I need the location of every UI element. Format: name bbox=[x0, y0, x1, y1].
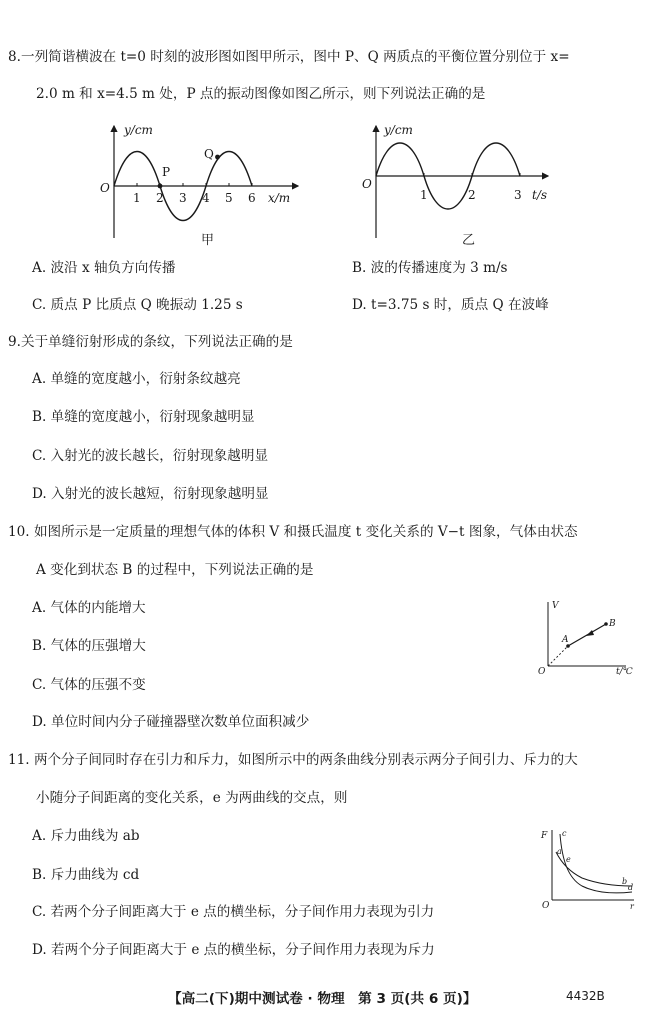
q8b-tick-3: 3 bbox=[514, 188, 522, 202]
q9-option-a: A. 单缝的宽度越小，衍射条纹越亮 bbox=[32, 371, 241, 387]
q10-option-a: A. 气体的内能增大 bbox=[32, 600, 146, 616]
q8-option-a: A. 波沿 x 轴负方向传播 bbox=[32, 260, 176, 276]
q9-option-c: C. 入射光的波长越长，衍射现象越明显 bbox=[32, 448, 269, 464]
q10-vt-figure bbox=[534, 596, 634, 681]
q8a-tick-5: 5 bbox=[225, 191, 233, 205]
q11-option-a: A. 斥力曲线为 ab bbox=[32, 828, 140, 844]
q10-xlabel: t/℃ bbox=[616, 667, 633, 677]
q10-label-a: A bbox=[562, 635, 569, 645]
q11-stem-line2: 小随分子间距离的变化关系，e 为两曲线的交点，则 bbox=[36, 790, 348, 806]
q11-option-d: D. 若两个分子间距离大于 e 点的横坐标，分子间作用力表现为斥力 bbox=[32, 942, 435, 958]
q9-stem: 9.关于单缝衍射形成的条纹，下列说法正确的是 bbox=[8, 334, 293, 350]
q11-origin: O bbox=[542, 901, 550, 911]
q8a-point-q bbox=[215, 155, 220, 160]
q10-label-b: B bbox=[609, 619, 616, 629]
q8b-tick-2: 2 bbox=[468, 188, 476, 202]
q8a-ylabel: y/cm bbox=[124, 123, 153, 137]
q10-ylabel: V bbox=[552, 601, 559, 611]
q10-option-d: D. 单位时间内分子碰撞器壁次数单位面积减少 bbox=[32, 714, 310, 730]
q8b-origin: O bbox=[362, 177, 372, 191]
q8-option-c: C. 质点 P 比质点 Q 晚振动 1.25 s bbox=[32, 297, 243, 313]
q8b-xlabel: t/s bbox=[532, 188, 548, 202]
q11-ylabel: F bbox=[541, 831, 548, 841]
q10-stem-line1: 10. 如图所示是一定质量的理想气体的体积 V 和摄氏温度 t 变化关系的 V−t 图象，气体由状态 bbox=[8, 524, 578, 540]
q8-option-d: D. t=3.75 s 时，质点 Q 在波峰 bbox=[352, 297, 549, 313]
q10-option-b: B. 气体的压强增大 bbox=[32, 638, 146, 654]
q10-dashed-extension bbox=[548, 646, 568, 666]
exam-code: 4432B bbox=[566, 989, 605, 1003]
q11-label-d: d bbox=[628, 883, 634, 892]
q8a-label-q: Q bbox=[204, 147, 214, 161]
q8b-ylabel: y/cm bbox=[384, 123, 413, 137]
q8b-tick-1: 1 bbox=[420, 188, 428, 202]
q10-option-c: C. 气体的压强不变 bbox=[32, 677, 146, 693]
q8-vibration-figure bbox=[358, 120, 568, 250]
q8a-caption: 甲 bbox=[201, 233, 215, 248]
q10-stem-line2: A 变化到状态 B 的过程中，下列说法正确的是 bbox=[36, 562, 314, 578]
q8a-tick-1: 1 bbox=[133, 191, 141, 205]
q8a-xlabel: x/m bbox=[268, 191, 291, 205]
q8-wave-figure bbox=[98, 120, 318, 250]
q10-point-b bbox=[604, 622, 608, 626]
q8a-tick-2: 2 bbox=[156, 191, 164, 205]
q8b-caption: 乙 bbox=[462, 233, 476, 248]
q11-option-b: B. 斥力曲线为 cd bbox=[32, 867, 140, 883]
q8a-tick-6: 6 bbox=[248, 191, 256, 205]
q11-label-b: b bbox=[622, 877, 628, 886]
q8a-point-p bbox=[158, 184, 163, 189]
q11-label-a: a bbox=[557, 847, 562, 856]
q10-origin: O bbox=[538, 667, 546, 677]
q8-stem-line1: 8.一列简谐横波在 t=0 时刻的波形图如图甲所示，图中 P、Q 两质点的平衡位置分别位于 x= bbox=[8, 49, 570, 65]
q8a-label-p: P bbox=[162, 165, 171, 179]
q11-fr-figure bbox=[538, 826, 638, 911]
q9-option-b: B. 单缝的宽度越小，衍射现象越明显 bbox=[32, 409, 255, 425]
q9-option-d: D. 入射光的波长越短，衍射现象越明显 bbox=[32, 486, 269, 502]
page-footer: 【高二(下)期中测试卷 · 物理 第 3 页(共 6 页)】 bbox=[168, 991, 477, 1007]
q11-option-c: C. 若两个分子间距离大于 e 点的横坐标，分子间作用力表现为引力 bbox=[32, 904, 435, 920]
q11-label-c: c bbox=[562, 829, 567, 838]
q8a-tick-4: 4 bbox=[202, 191, 210, 205]
q10-arrow-head bbox=[586, 630, 594, 636]
q11-stem-line1: 11. 两个分子间同时存在引力和斥力，如图所示中的两条曲线分别表示两分子间引力、斥力的大 bbox=[8, 752, 578, 768]
q11-label-e: e bbox=[566, 855, 571, 864]
q8a-origin: O bbox=[100, 181, 110, 195]
q8-stem-line2: 2.0 m 和 x=4.5 m 处，P 点的振动图像如图乙所示，则下列说法正确的是 bbox=[36, 86, 486, 102]
q8-option-b: B. 波的传播速度为 3 m/s bbox=[352, 260, 508, 276]
q8a-tick-3: 3 bbox=[179, 191, 187, 205]
q11-xlabel: r bbox=[630, 902, 634, 911]
